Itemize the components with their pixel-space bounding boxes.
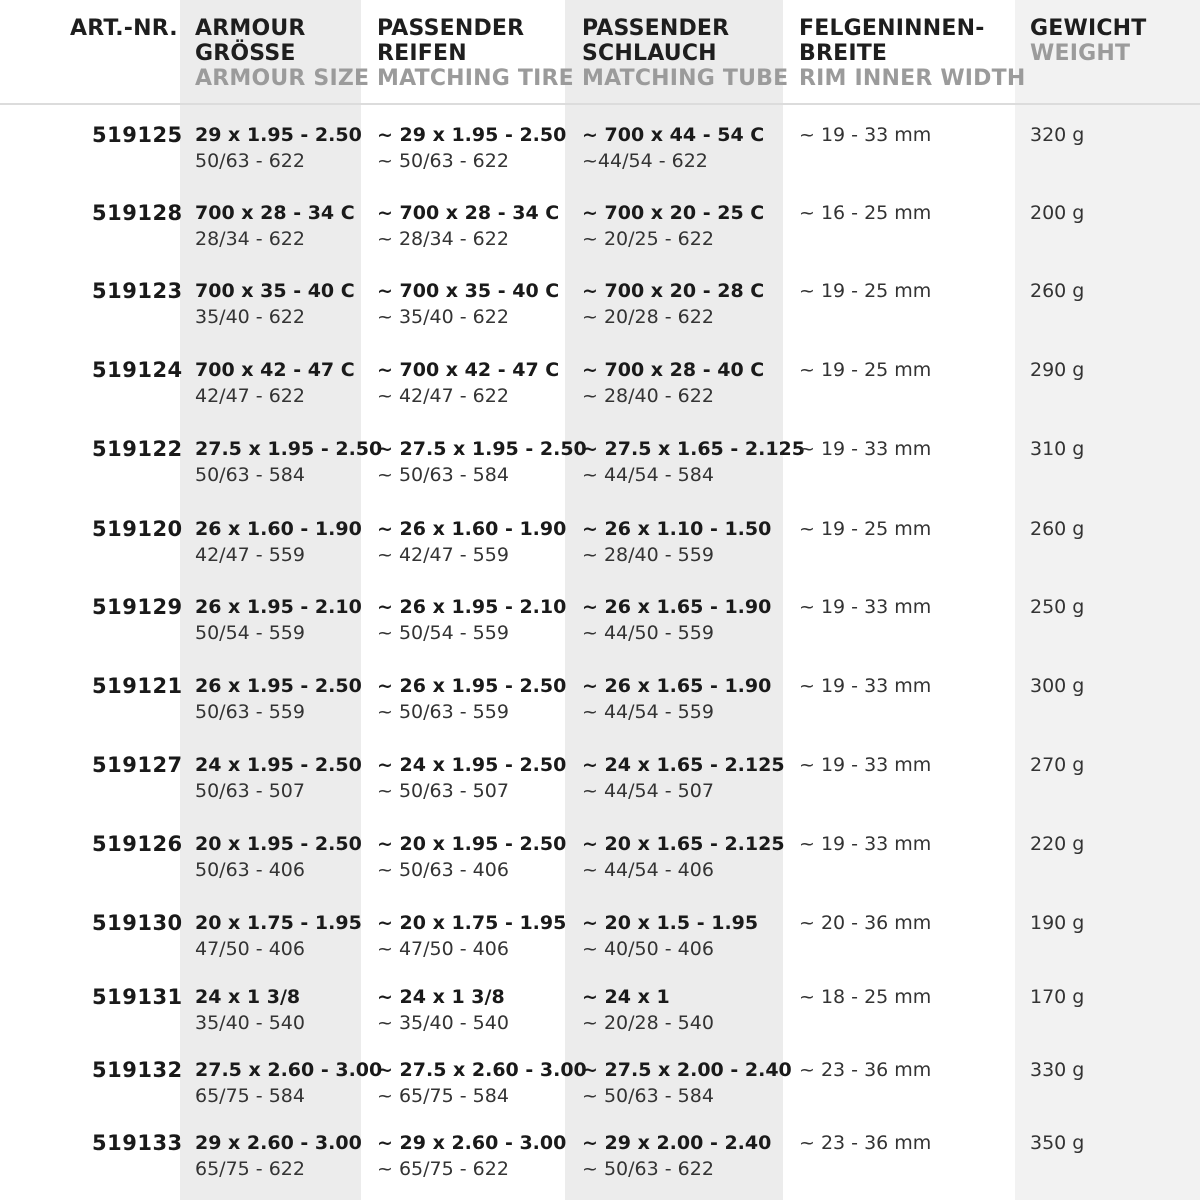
- matching-tire-cell-etrto: ~ 47/50 - 406: [377, 938, 509, 960]
- matching-tube-cell-etrto: ~ 40/50 - 406: [582, 938, 714, 960]
- matching-tube-cell-etrto: ~ 44/50 - 559: [582, 622, 714, 644]
- art-nr-cell: 519126: [92, 832, 183, 856]
- armour-size-cell-etrto: 42/47 - 622: [195, 385, 305, 407]
- armour-size-cell: [195, 436, 382, 488]
- armour-size-cell: [195, 1130, 362, 1182]
- armour-size-cell: [195, 594, 362, 646]
- matching-tire-cell-etrto: ~ 35/40 - 540: [377, 1012, 509, 1034]
- armour-size-cell-etrto: 47/50 - 406: [195, 938, 305, 960]
- weight-cell: 200 g: [1030, 202, 1085, 224]
- art-nr-cell: 519132: [92, 1058, 183, 1082]
- matching-tire-cell-value: ~ 700 x 35 - 40 C: [377, 280, 560, 302]
- armour-size-cell-value: 20 x 1.95 - 2.50: [195, 833, 362, 855]
- matching-tube-cell: [582, 594, 771, 646]
- matching-tube-cell-etrto: ~ 28/40 - 559: [582, 544, 714, 566]
- weight-cell: 170 g: [1030, 986, 1085, 1008]
- weight-cell: 330 g: [1030, 1059, 1085, 1081]
- art-nr-cell: 519133: [92, 1131, 183, 1155]
- armour-size-cell-etrto: 65/75 - 622: [195, 1158, 305, 1180]
- matching-tube-cell-value: ~ 27.5 x 2.00 - 2.40: [582, 1059, 792, 1081]
- weight-cell: 260 g: [1030, 280, 1085, 302]
- armour-size-cell-value: 26 x 1.95 - 2.10: [195, 596, 362, 618]
- rim-width-cell: ~ 20 - 36 mm: [799, 912, 932, 934]
- armour-size-cell: [195, 673, 362, 725]
- matching-tire-cell-value: ~ 20 x 1.75 - 1.95: [377, 912, 567, 934]
- weight-cell: 310 g: [1030, 438, 1085, 460]
- matching-tire-cell-etrto: ~ 50/54 - 559: [377, 622, 509, 644]
- matching-tube-cell: [582, 984, 714, 1036]
- matching-tube-cell-value: ~ 700 x 20 - 25 C: [582, 202, 765, 224]
- matching-tube-cell: [582, 200, 764, 252]
- matching-tube-cell: [582, 1057, 792, 1109]
- matching-tube-cell-etrto: ~ 20/28 - 622: [582, 306, 714, 328]
- matching-tube-cell: [582, 357, 764, 409]
- armour-size-cell: [195, 831, 362, 883]
- armour-size-cell-value: 24 x 1.95 - 2.50: [195, 754, 362, 776]
- table-row: [0, 752, 1200, 812]
- matching-tire-cell-value: ~ 26 x 1.95 - 2.50: [377, 675, 567, 697]
- armour-size-cell-etrto: 50/63 - 406: [195, 859, 305, 881]
- matching-tire-cell-value: ~ 700 x 28 - 34 C: [377, 202, 560, 224]
- table-row: [0, 1057, 1200, 1117]
- armour-size-cell-value: 700 x 28 - 34 C: [195, 202, 355, 224]
- art-nr-cell: 519124: [92, 358, 183, 382]
- weight-cell: 350 g: [1030, 1132, 1085, 1154]
- matching-tube-cell: [582, 516, 771, 568]
- armour-size-cell-etrto: 50/63 - 584: [195, 464, 305, 486]
- rim-width-cell: ~ 19 - 33 mm: [799, 754, 932, 776]
- matching-tire-cell-value: ~ 24 x 1 3/8: [377, 986, 505, 1008]
- matching-tire-cell-etrto: ~ 28/34 - 622: [377, 228, 509, 250]
- rim-width-cell: ~ 19 - 33 mm: [799, 124, 932, 146]
- table-row: [0, 278, 1200, 338]
- matching-tire-cell-etrto: ~ 50/63 - 559: [377, 701, 509, 723]
- weight-cell: 270 g: [1030, 754, 1085, 776]
- art-nr-cell: 519121: [92, 674, 183, 698]
- armour-size-cell: [195, 278, 355, 330]
- table-row: [0, 436, 1200, 496]
- armour-size-cell-value: 29 x 2.60 - 3.00: [195, 1132, 362, 1154]
- armour-size-cell-value: 27.5 x 1.95 - 2.50: [195, 438, 383, 460]
- header-rim-inner-width: FELGENINNEN- BREITE RIM INNER WIDTH: [799, 16, 1026, 91]
- art-nr-cell: 519125: [92, 123, 183, 147]
- armour-size-cell-etrto: 50/63 - 559: [195, 701, 305, 723]
- matching-tire-cell-value: ~ 26 x 1.95 - 2.10: [377, 596, 567, 618]
- matching-tire-cell: [377, 831, 566, 883]
- table-header: [0, 0, 1200, 104]
- matching-tire-cell: [377, 278, 559, 330]
- matching-tube-cell: [582, 910, 758, 962]
- weight-cell: 320 g: [1030, 124, 1085, 146]
- matching-tire-cell-etrto: ~ 65/75 - 584: [377, 1085, 509, 1107]
- armour-size-cell-value: 700 x 35 - 40 C: [195, 280, 355, 302]
- art-nr-cell: 519127: [92, 753, 183, 777]
- armour-size-cell-value: 26 x 1.95 - 2.50: [195, 675, 362, 697]
- table-row: [0, 1130, 1200, 1190]
- rim-width-cell: ~ 23 - 36 mm: [799, 1059, 932, 1081]
- table-row: [0, 200, 1200, 260]
- matching-tire-cell: [377, 200, 559, 252]
- art-nr-cell: 519130: [92, 911, 183, 935]
- matching-tube-cell-value: ~ 26 x 1.65 - 1.90: [582, 596, 772, 618]
- rim-width-cell: ~ 19 - 33 mm: [799, 438, 932, 460]
- matching-tube-cell-etrto: ~ 50/63 - 584: [582, 1085, 714, 1107]
- matching-tire-cell-etrto: ~ 65/75 - 622: [377, 1158, 509, 1180]
- matching-tube-cell: [582, 673, 771, 725]
- rim-width-cell: ~ 19 - 33 mm: [799, 833, 932, 855]
- matching-tube-cell: [582, 278, 764, 330]
- art-nr-cell: 519122: [92, 437, 183, 461]
- rim-width-cell: ~ 19 - 25 mm: [799, 280, 932, 302]
- weight-cell: 290 g: [1030, 359, 1085, 381]
- table-row: [0, 357, 1200, 417]
- rim-width-cell: ~ 18 - 25 mm: [799, 986, 932, 1008]
- matching-tire-cell: [377, 984, 509, 1036]
- matching-tire-cell-etrto: ~ 42/47 - 559: [377, 544, 509, 566]
- armour-size-cell-value: 26 x 1.60 - 1.90: [195, 518, 362, 540]
- matching-tube-cell: [582, 122, 764, 174]
- matching-tube-cell-etrto: ~ 20/28 - 540: [582, 1012, 714, 1034]
- armour-size-cell: [195, 122, 362, 174]
- matching-tube-cell-etrto: ~44/54 - 622: [582, 150, 708, 172]
- matching-tire-cell-etrto: ~ 42/47 - 622: [377, 385, 509, 407]
- table-row: [0, 594, 1200, 654]
- weight-cell: 190 g: [1030, 912, 1085, 934]
- armour-size-cell: [195, 752, 362, 804]
- armour-size-cell: [195, 200, 355, 252]
- weight-cell: 300 g: [1030, 675, 1085, 697]
- table-row: [0, 122, 1200, 182]
- rim-width-cell: ~ 19 - 33 mm: [799, 675, 932, 697]
- armour-size-cell-value: 29 x 1.95 - 2.50: [195, 124, 362, 146]
- matching-tube-cell: [582, 436, 805, 488]
- art-nr-cell: 519128: [92, 201, 183, 225]
- table-row: [0, 673, 1200, 733]
- matching-tube-cell-value: ~ 700 x 20 - 28 C: [582, 280, 765, 302]
- armour-size-cell-etrto: 28/34 - 622: [195, 228, 305, 250]
- rim-width-cell: ~ 19 - 25 mm: [799, 518, 932, 540]
- armour-size-cell-etrto: 65/75 - 584: [195, 1085, 305, 1107]
- matching-tube-cell-value: ~ 26 x 1.10 - 1.50: [582, 518, 772, 540]
- matching-tire-cell: [377, 357, 559, 409]
- rim-width-cell: ~ 16 - 25 mm: [799, 202, 932, 224]
- matching-tire-cell-value: ~ 26 x 1.60 - 1.90: [377, 518, 567, 540]
- matching-tire-cell: [377, 1057, 587, 1109]
- matching-tire-cell-etrto: ~ 35/40 - 622: [377, 306, 509, 328]
- weight-cell: 260 g: [1030, 518, 1085, 540]
- armour-size-cell: [195, 1057, 382, 1109]
- armour-size-cell-etrto: 35/40 - 540: [195, 1012, 305, 1034]
- armour-size-cell: [195, 910, 362, 962]
- matching-tire-cell: [377, 752, 566, 804]
- art-nr-cell: 519123: [92, 279, 183, 303]
- armour-size-cell: [195, 516, 362, 568]
- matching-tube-cell-value: ~ 20 x 1.5 - 1.95: [582, 912, 759, 934]
- armour-size-cell-etrto: 35/40 - 622: [195, 306, 305, 328]
- matching-tube-cell-value: ~ 700 x 28 - 40 C: [582, 359, 765, 381]
- matching-tire-cell-value: ~ 20 x 1.95 - 2.50: [377, 833, 567, 855]
- matching-tube-cell-value: ~ 24 x 1: [582, 986, 670, 1008]
- matching-tire-cell: [377, 516, 566, 568]
- weight-cell: 220 g: [1030, 833, 1085, 855]
- armour-size-cell: [195, 357, 355, 409]
- matching-tire-cell: [377, 910, 566, 962]
- rim-width-cell: ~ 19 - 33 mm: [799, 596, 932, 618]
- matching-tube-cell-etrto: ~ 50/63 - 622: [582, 1158, 714, 1180]
- matching-tire-cell-value: ~ 29 x 2.60 - 3.00: [377, 1132, 567, 1154]
- armour-size-cell-value: 20 x 1.75 - 1.95: [195, 912, 362, 934]
- header-art-nr: ART.-NR.: [70, 16, 178, 41]
- armour-size-cell-value: 24 x 1 3/8: [195, 986, 301, 1008]
- matching-tire-cell-value: ~ 24 x 1.95 - 2.50: [377, 754, 567, 776]
- matching-tube-cell-etrto: ~ 44/54 - 507: [582, 780, 714, 802]
- matching-tire-cell-value: ~ 27.5 x 1.95 - 2.50: [377, 438, 587, 460]
- table-row: [0, 984, 1200, 1044]
- matching-tire-cell: [377, 122, 566, 174]
- matching-tire-cell-etrto: ~ 50/63 - 507: [377, 780, 509, 802]
- matching-tube-cell-etrto: ~ 44/54 - 584: [582, 464, 714, 486]
- armour-size-cell-etrto: 50/63 - 622: [195, 150, 305, 172]
- matching-tube-cell-etrto: ~ 44/54 - 406: [582, 859, 714, 881]
- matching-tire-cell: [377, 1130, 566, 1182]
- matching-tire-cell-value: ~ 27.5 x 2.60 - 3.00: [377, 1059, 587, 1081]
- matching-tube-cell-value: ~ 20 x 1.65 - 2.125: [582, 833, 785, 855]
- matching-tube-cell-etrto: ~ 28/40 - 622: [582, 385, 714, 407]
- art-nr-cell: 519129: [92, 595, 183, 619]
- table-row: [0, 910, 1200, 970]
- header-armour-size: ARMOUR GRÖSSE ARMOUR SIZE: [195, 16, 370, 91]
- art-nr-cell: 519131: [92, 985, 183, 1009]
- matching-tire-cell: [377, 673, 566, 725]
- matching-tube-cell-etrto: ~ 20/25 - 622: [582, 228, 714, 250]
- armour-size-cell: [195, 984, 305, 1036]
- matching-tire-cell-etrto: ~ 50/63 - 406: [377, 859, 509, 881]
- weight-cell: 250 g: [1030, 596, 1085, 618]
- matching-tire-cell-value: ~ 29 x 1.95 - 2.50: [377, 124, 567, 146]
- matching-tube-cell-value: ~ 29 x 2.00 - 2.40: [582, 1132, 772, 1154]
- rim-width-cell: ~ 19 - 25 mm: [799, 359, 932, 381]
- armour-size-cell-value: 27.5 x 2.60 - 3.00: [195, 1059, 383, 1081]
- armour-size-cell-etrto: 50/54 - 559: [195, 622, 305, 644]
- armour-size-cell-value: 700 x 42 - 47 C: [195, 359, 355, 381]
- matching-tube-cell: [582, 831, 785, 883]
- header-matching-tube: PASSENDER SCHLAUCH MATCHING TUBE: [582, 16, 789, 91]
- matching-tube-cell: [582, 752, 785, 804]
- art-nr-cell: 519120: [92, 517, 183, 541]
- armour-size-cell-etrto: 50/63 - 507: [195, 780, 305, 802]
- matching-tube-cell-value: ~ 27.5 x 1.65 - 2.125: [582, 438, 805, 460]
- matching-tube-cell-value: ~ 26 x 1.65 - 1.90: [582, 675, 772, 697]
- matching-tube-cell: [582, 1130, 771, 1182]
- rim-width-cell: ~ 23 - 36 mm: [799, 1132, 932, 1154]
- matching-tire-cell: [377, 594, 566, 646]
- table-row: [0, 831, 1200, 891]
- header-matching-tire: PASSENDER REIFEN MATCHING TIRE: [377, 16, 574, 91]
- matching-tire-cell: [377, 436, 587, 488]
- matching-tire-cell-etrto: ~ 50/63 - 584: [377, 464, 509, 486]
- matching-tire-cell-etrto: ~ 50/63 - 622: [377, 150, 509, 172]
- header-weight: GEWICHT WEIGHT: [1030, 16, 1147, 66]
- table-row: [0, 516, 1200, 576]
- matching-tube-cell-value: ~ 24 x 1.65 - 2.125: [582, 754, 785, 776]
- armour-size-cell-etrto: 42/47 - 559: [195, 544, 305, 566]
- matching-tire-cell-value: ~ 700 x 42 - 47 C: [377, 359, 560, 381]
- matching-tube-cell-etrto: ~ 44/54 - 559: [582, 701, 714, 723]
- header-divider: [0, 103, 1200, 105]
- matching-tube-cell-value: ~ 700 x 44 - 54 C: [582, 124, 765, 146]
